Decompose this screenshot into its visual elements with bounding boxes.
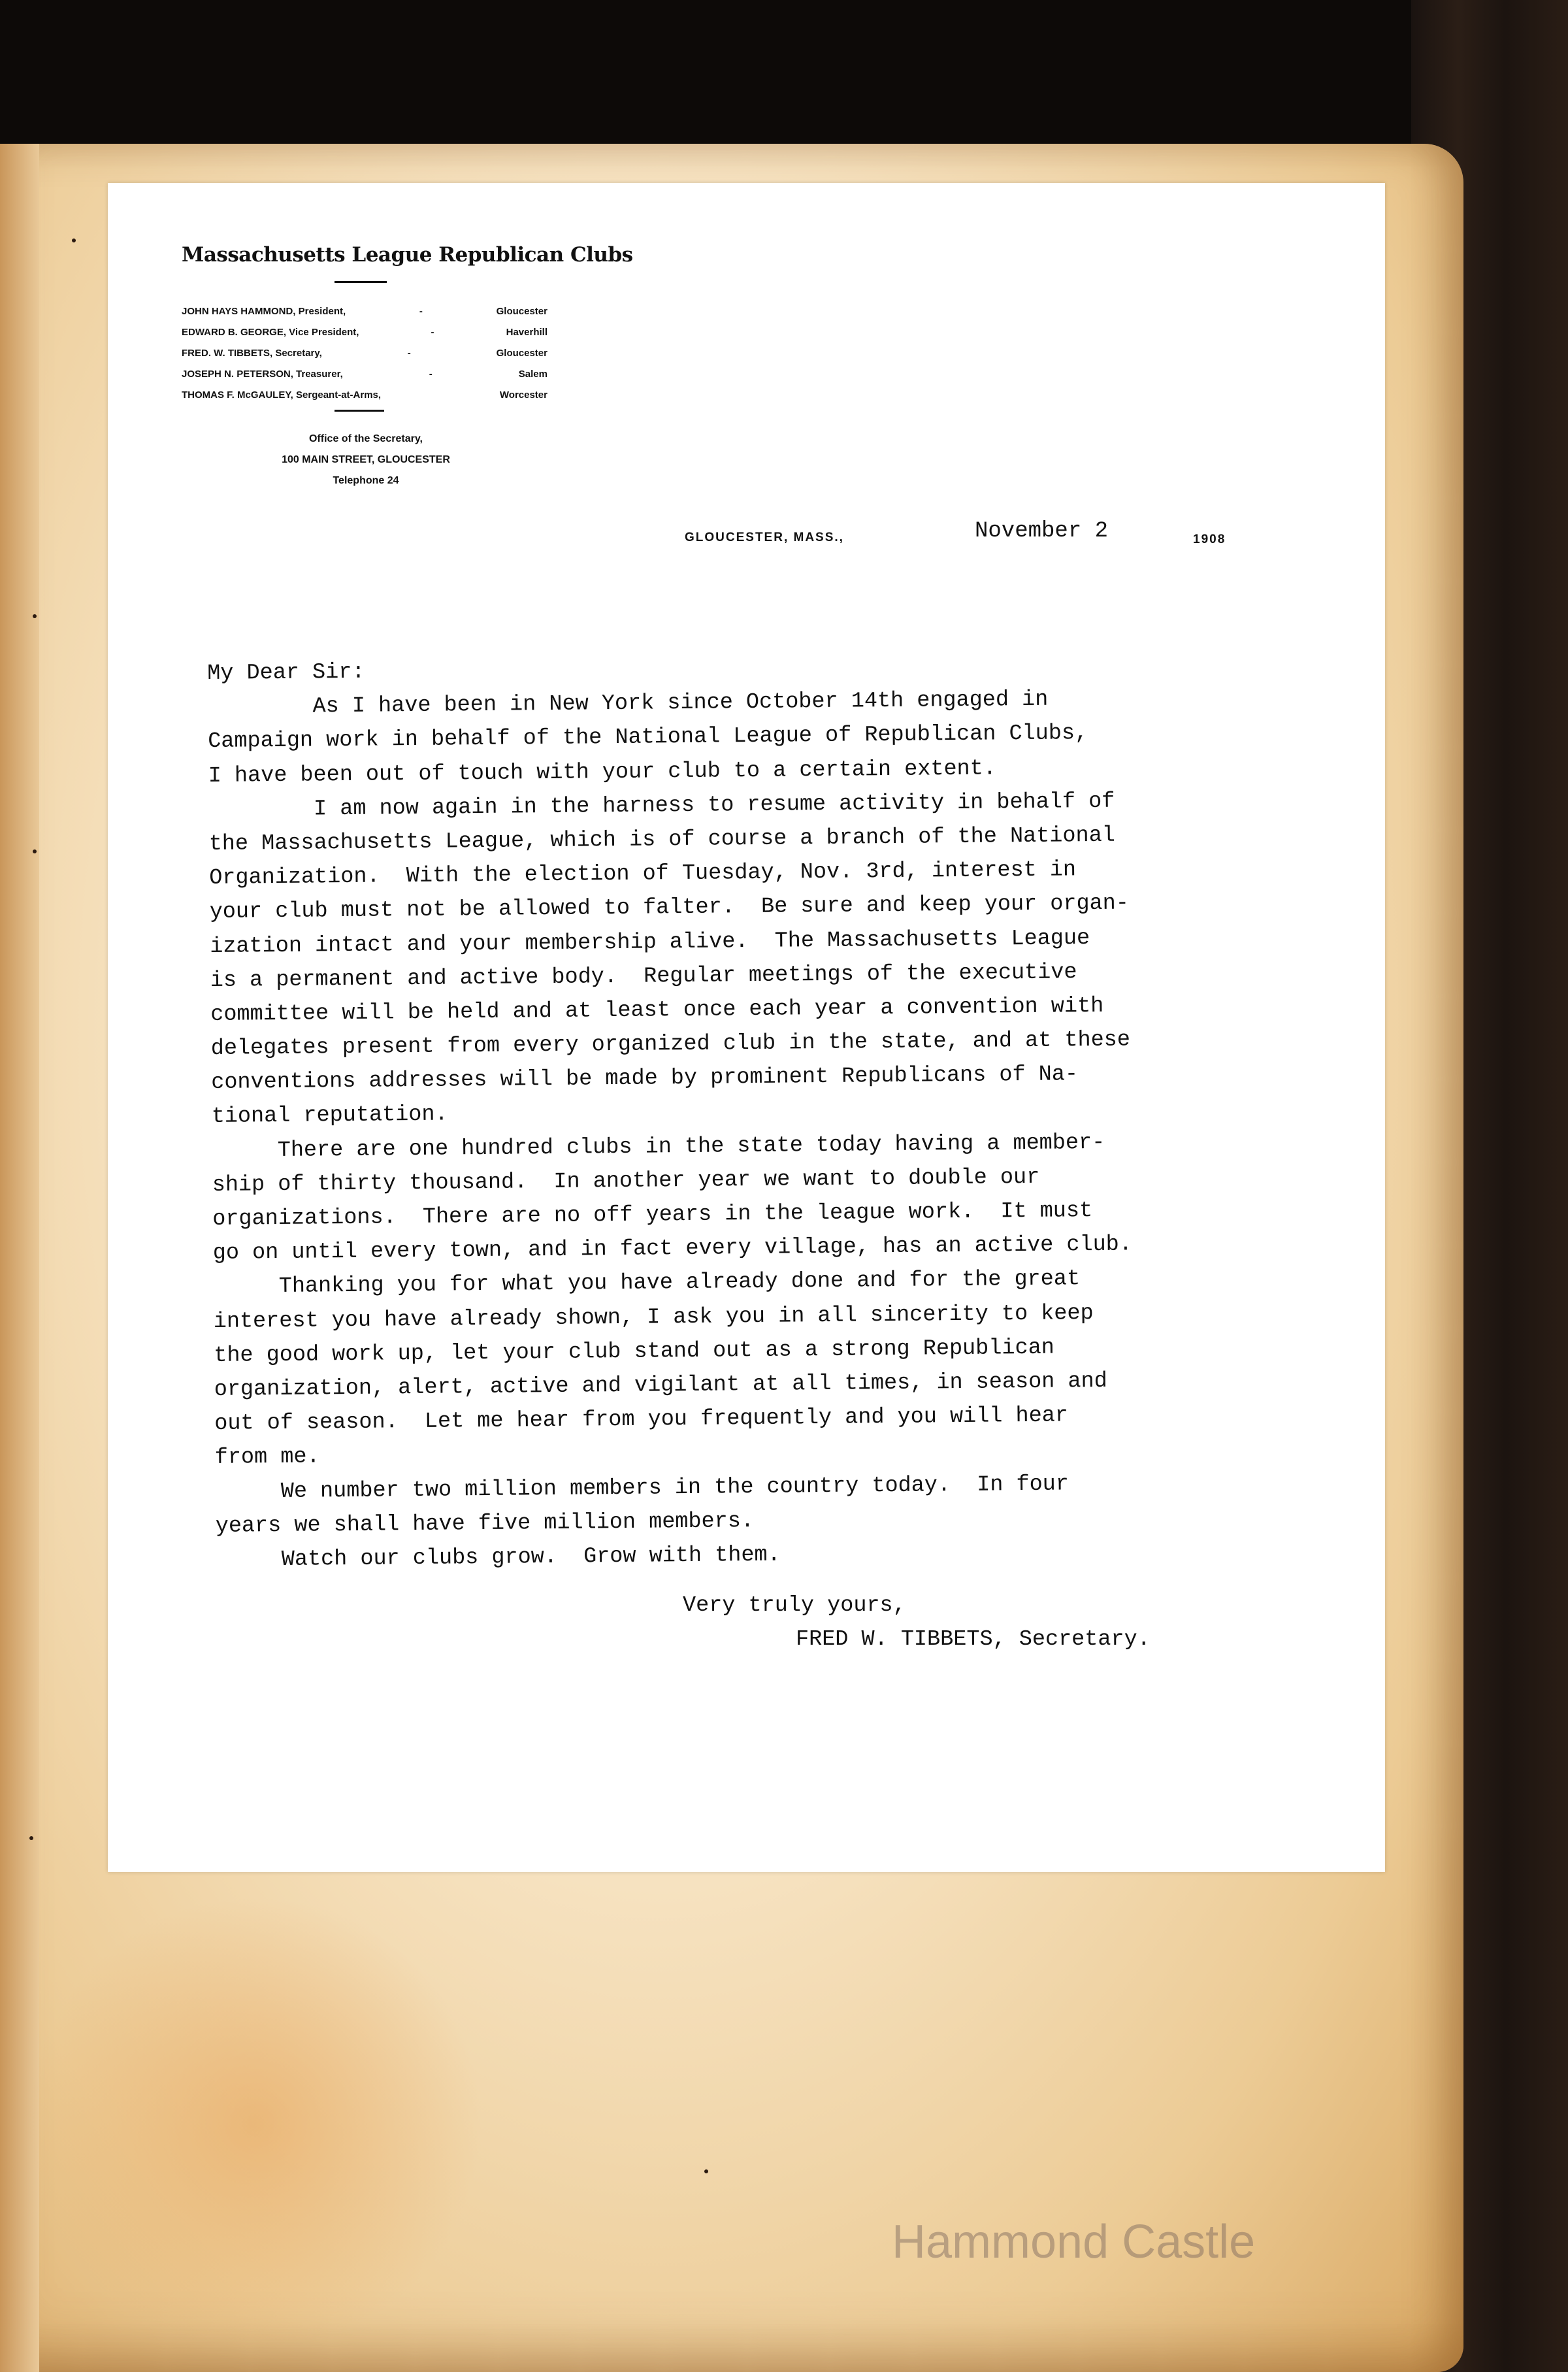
body-line: conventions addresses will be made by prominent Republicans of Na-	[211, 1062, 1079, 1096]
page-stain	[26, 1895, 483, 2352]
officer-town: Haverhill	[506, 326, 547, 338]
officer-town: Gloucester	[496, 305, 547, 317]
body-line: We number two million members in the country today. In four	[215, 1471, 1070, 1505]
officer-name: THOMAS F. McGAULEY, Sergeant-at-Arms,	[182, 389, 382, 401]
body-line: your club must not be allowed to falter. Be sure and keep your organ-	[209, 891, 1130, 925]
body-line: Thanking you for what you have already done and for the great	[213, 1266, 1081, 1300]
body-line: interest you have already shown, I ask you in all sincerity to keep	[213, 1300, 1094, 1334]
body-line: I have been out of touch with your club to a certain extent.	[208, 755, 997, 789]
letterhead-rule	[335, 281, 387, 283]
body-line: There are one hundred clubs in the state today having a member-	[212, 1130, 1105, 1164]
speck	[33, 849, 37, 853]
officer-name: FRED. W. TIBBETS, Secretary,	[182, 347, 322, 359]
body-line: Organization. With the election of Tuesday, Nov. 3rd, interest in	[209, 857, 1077, 891]
body-line: I am now again in the harness to resume activity in behalf of	[208, 789, 1115, 823]
letter-body	[207, 646, 1274, 1577]
officer-row: JOHN HAYS HAMMOND, President, - Gloucester	[182, 305, 547, 317]
body-line: out of season. Let me hear from you frequently and you will hear	[214, 1403, 1069, 1437]
body-line: committee will be held and at least once each year a convention with	[210, 993, 1104, 1027]
dateline-place: GLOUCESTER, MASS.,	[685, 531, 844, 544]
officer-name: EDWARD B. GEORGE, Vice President,	[182, 326, 359, 338]
body-line: tional reputation.	[211, 1102, 448, 1130]
officer-town: Gloucester	[496, 347, 547, 359]
officer-town: Salem	[518, 368, 547, 380]
speck	[33, 614, 37, 618]
body-line: the Massachusetts League, which is of course a branch of the National	[208, 823, 1116, 857]
body-line: Watch our clubs grow. Grow with them.	[216, 1542, 781, 1573]
speck	[29, 1836, 33, 1840]
dateline-date: November 2	[975, 519, 1109, 544]
speck	[704, 2169, 708, 2173]
dateline-year: 1908	[1193, 533, 1226, 546]
closing: Very truly yours,	[683, 1593, 906, 1618]
body-line: Campaign work in behalf of the National League of Republican Clubs,	[208, 721, 1088, 755]
body-line: organization, alert, active and vigilant at all times, in season and	[214, 1368, 1107, 1402]
body-line: the good work up, let your club stand out as a strong Republican	[214, 1335, 1055, 1368]
telephone-line: Telephone 24	[333, 475, 399, 486]
body-line: As I have been in New York since October 14th engaged in	[207, 687, 1049, 721]
officer-name: JOHN HAYS HAMMOND, President,	[182, 305, 346, 317]
body-line: from me.	[214, 1444, 320, 1471]
office-line: Office of the Secretary,	[309, 433, 423, 444]
signature: FRED W. TIBBETS, Secretary.	[796, 1627, 1151, 1652]
officer-list	[182, 301, 547, 405]
street-line: 100 MAIN STREET, GLOUCESTER	[282, 454, 450, 465]
letterhead-title: Massachusetts League Republican Clubs	[182, 243, 633, 267]
officer-town: Worcester	[499, 389, 547, 401]
body-line: is a permanent and active body. Regular meetings of the executive	[210, 959, 1077, 993]
body-line: organizations. There are no off years in the league work. It must	[212, 1198, 1093, 1232]
body-line: ization intact and your membership alive. The Massachusetts League	[210, 925, 1090, 959]
officer-name: JOSEPH N. PETERSON, Treasurer,	[182, 368, 343, 380]
office-address	[235, 429, 497, 491]
body-line: ship of thirty thousand. In another year we want to double our	[212, 1164, 1040, 1198]
body-line: go on until every town, and in fact every village, has an active club.	[212, 1232, 1133, 1266]
speck	[72, 239, 76, 242]
letterhead-rule	[335, 410, 384, 412]
watermark: Hammond Castle	[892, 2216, 1256, 2268]
officer-row: EDWARD B. GEORGE, Vice President, - Haverhill	[182, 326, 547, 338]
officer-row: FRED. W. TIBBETS, Secretary, - Gloucester	[182, 347, 547, 359]
body-line: delegates present from every organized club in the state, and at these	[210, 1027, 1131, 1062]
salutation: My Dear Sir:	[207, 659, 365, 686]
body-line: years we shall have five million members.	[215, 1508, 755, 1539]
officer-row: JOSEPH N. PETERSON, Treasurer, - Salem	[182, 368, 547, 380]
officer-row	[182, 384, 547, 405]
